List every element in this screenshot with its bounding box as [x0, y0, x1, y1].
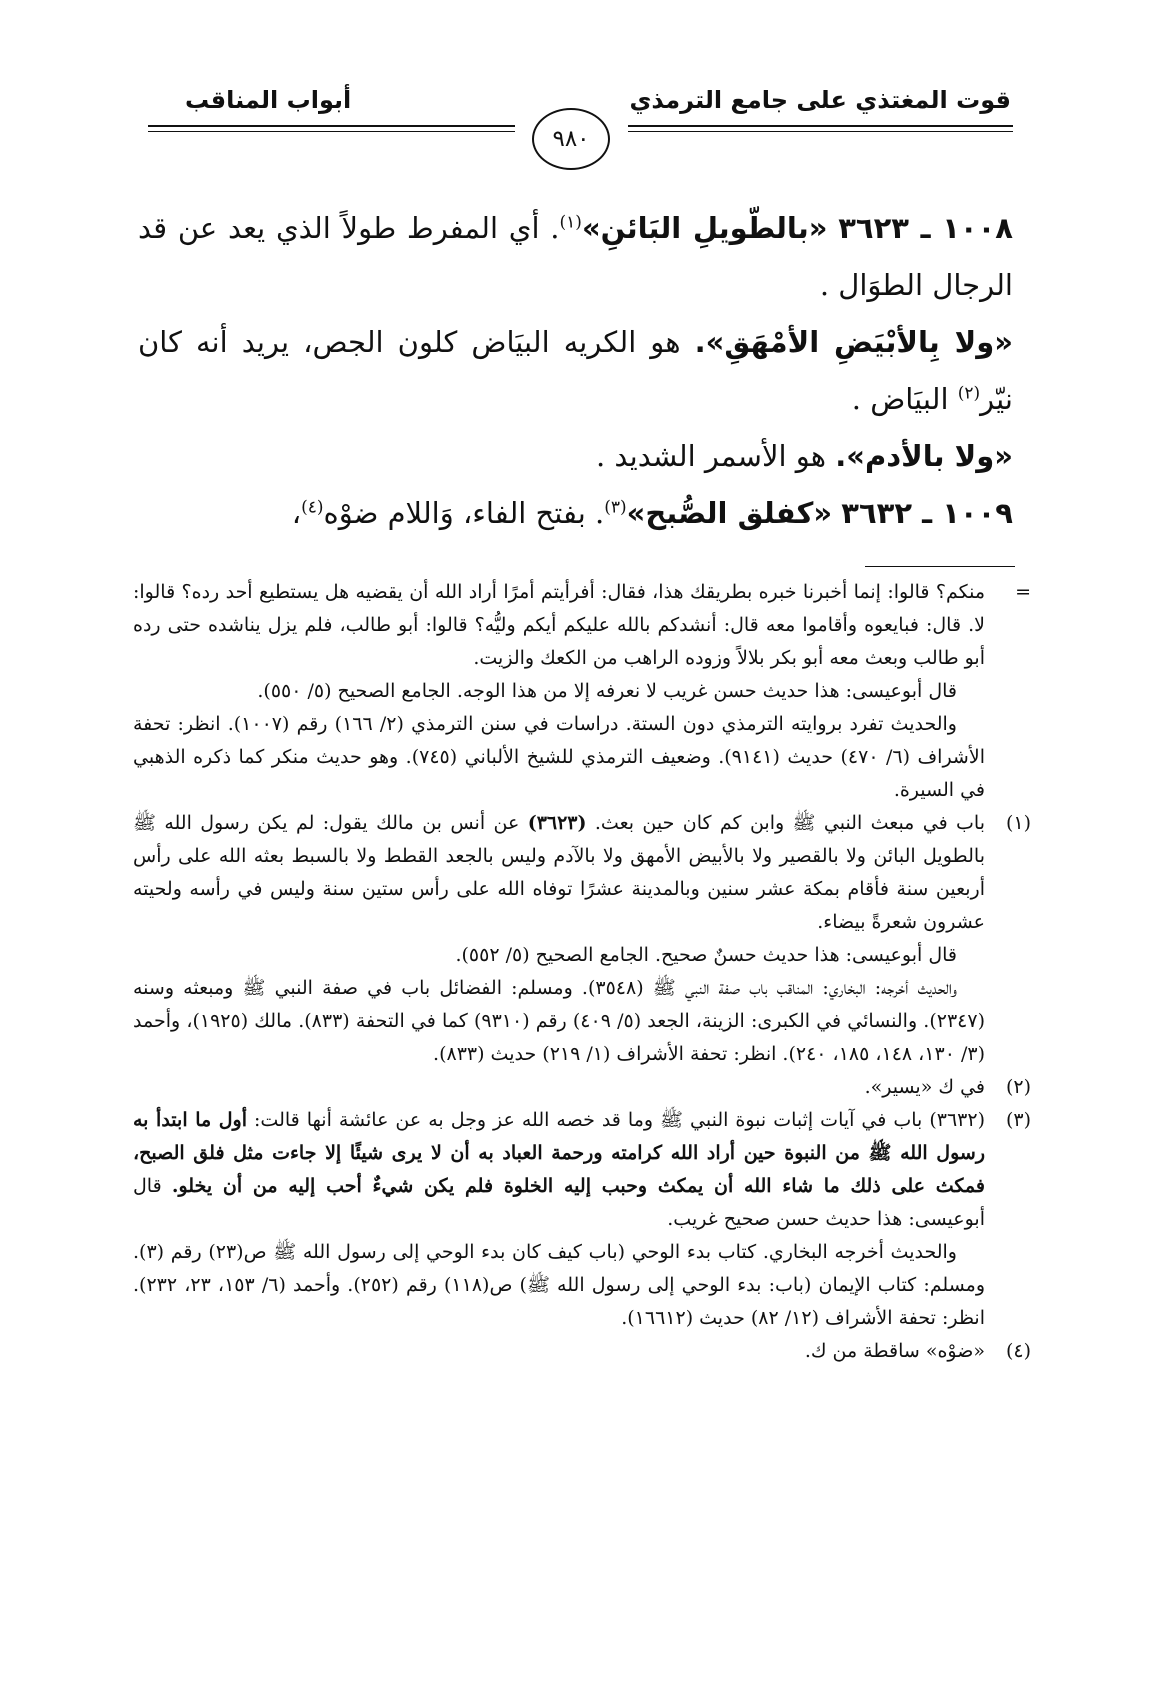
quoted-phrase: «بالطّويلِ البَائنِ»: [581, 211, 828, 245]
footnote-separator: [865, 566, 1015, 567]
entry-number: ١٠٠٩ ـ ٣٦٣٢: [841, 496, 1013, 530]
entry-adam: [138, 428, 1013, 485]
book-title: قوت المغتذي على جامع الترمذي: [629, 86, 1011, 114]
section-title: أبواب المناقب: [185, 86, 352, 114]
quoted-phrase: «ولا بِالأبْيَضِ الأمْهَقِ».: [694, 325, 1013, 359]
entry-1009: [138, 485, 1013, 542]
header-rule-left-bottom: [148, 131, 515, 132]
entry-1008: [138, 200, 1013, 314]
quoted-phrase: «كفلق الصُّبح»: [626, 496, 833, 530]
footnote-3: (٣) (٣٦٣٢) باب في آيات إثبات نبوة النبي ﷺ وما قد خصه الله عز وجل به عن عائشة أنها قالت: أول ما ابتدأ به رسول الله ﷺ من النبوة حين أراد الله كرامته ورحمة العباد به أن لا يرى شيئًا إلا جاءت مثل فلق الصبح، فمكث على ذلك ما شاء الله أن يمكث وحبب إليه الخلوة فلم يكن شيءٌ أحب إليه من أن يخلو. قال أبوعيسى: هذا حديث حسن صحيح غريب.: [133, 1104, 1013, 1236]
footnote-ref[interactable]: (٢): [957, 383, 981, 404]
quoted-phrase: «ولا بالأدم».: [835, 439, 1013, 473]
footnotes: [133, 576, 1031, 1368]
footnote-ref[interactable]: (١): [559, 212, 582, 233]
main-text: [138, 200, 1013, 542]
footnote-ref[interactable]: (٤): [301, 497, 324, 518]
footnote-ref[interactable]: (٣): [604, 497, 627, 518]
footnote-2: (٢) في ك «يسير».: [133, 1071, 1013, 1104]
commentary: هو الكريه البيَاض كلون الجص، يريد أنه كان نيّر: [138, 325, 1013, 416]
commentary: . أي المفرط طولاً الذي يعد عن قد الرجال الطوَال .: [138, 211, 1013, 302]
header-rule-left-top: [148, 125, 515, 127]
footnote-paragraph: قال أبوعيسى: هذا حديث حسنٌ صحيح. الجامع الصحيح (٥/ ٥٥٢).: [455, 944, 957, 966]
footnote-number: (٣): [1005, 1109, 1031, 1131]
header-rule-right-top: [628, 125, 1013, 127]
page-number: ٩٨٠: [532, 108, 610, 170]
footnote-1: (١) باب في مبعث النبي ﷺ وابن كم كان حين بعث. (٣٦٢٣) عن أنس بن مالك يقول: لم يكن رسول الله ﷺ بالطويل البائن ولا بالقصير ولا بالأبيض الأمهق ولا بالآدم وليس بالجعد القطط ولا بالسبط بعثه الله على رأس أربعين سنة فأقام بمكة عشر سنين وبالمدينة عشرًا توفاه الله على رأس ستين سنة وليس في رأسه ولحيته عشرون شعرةً بيضاء.: [133, 807, 1013, 939]
continuation-mark: =: [1015, 581, 1031, 603]
entry-number: ١٠٠٨ ـ ٣٦٢٣: [838, 211, 1013, 245]
commentary: هو الأسمر الشديد .: [595, 439, 836, 473]
footnote-number: (٢): [1005, 1076, 1031, 1098]
entry-white: [138, 314, 1013, 428]
footnote-paragraph: والحديث أخرجه: البخاري: المناقب باب صفة النبي ﷺ (٣٥٤٨). ومسلم: الفضائل باب في صفة النبي ﷺ ومبعثه وسنه (٢٣٤٧). والنسائي في الكبرى: الزينة، الجعد (٥/ ٤٠٩) رقم (٩٣١٠) كما في التحفة (٨٣٣). مالك (١٩٢٥)، وأحمد (٣/ ١٣٠، ١٤٨، ١٨٥، ٢٤٠). انظر: تحفة الأشراف (١/ ٢١٩) حديث (٨٣٣).: [133, 977, 985, 1065]
footnote-number: (٤): [1005, 1340, 1031, 1362]
header-rule-right-bottom: [628, 131, 1013, 132]
commentary: البيَاض .: [851, 382, 958, 416]
footnote-paragraph: والحديث أخرجه البخاري. كتاب بدء الوحي (باب كيف كان بدء الوحي إلى رسول الله ﷺ ص(٢٣) رقم (٣). ومسلم: كتاب الإيمان (باب: بدء الوحي إلى رسول الله ﷺ) ص(١١٨) رقم (٢٥٢). وأحمد (٦/ ١٥٣، ٢٣، ٢٣٢). انظر: تحفة الأشراف (١٢/ ٨٢) حديث (١٦٦١٢).: [133, 1241, 986, 1329]
commentary: . بفتح الفاء، وَاللام ضوْه: [323, 496, 605, 530]
commentary: ،: [291, 496, 302, 530]
footnote-paragraph: قال أبوعيسى: هذا حديث حسن غريب لا نعرفه إلا من هذا الوجه. الجامع الصحيح (٥/ ٥٥٠).: [257, 680, 957, 702]
footnote-paragraph: والحديث تفرد بروايته الترمذي دون الستة. دراسات في سنن الترمذي (٢/ ١٦٦) رقم (١٠٠٧). انظر: تحفة الأشراف (٦/ ٤٧٠) حديث (٩١٤١). وضعيف الترمذي للشيخ الألباني (٧٤٥). وهو حديث منكر كما ذكره الذهبي في السيرة.: [133, 713, 985, 801]
footnote-4: (٤) «ضوْه» ساقطة من ك.: [133, 1335, 1013, 1368]
footnote-number: (١): [1005, 812, 1031, 834]
footnote-continuation: = منكم؟ قالوا: إنما أخبرنا خبره بطريقك هذا، فقال: أفرأيتم أمرًا أراد الله أن يقضيه هل يستطيع أحد رده؟ قالوا: لا. قال: فبايعوه وأقاموا معه قال: أنشدكم بالله عليكم أيكم وليُّه؟ قالوا: أبو طالب، فلم يزل يناشده حتى رده أبو طالب وبعث معه أبو بكر بلالاً وزوده الراهب من الكعك والزيت.: [133, 576, 1013, 675]
